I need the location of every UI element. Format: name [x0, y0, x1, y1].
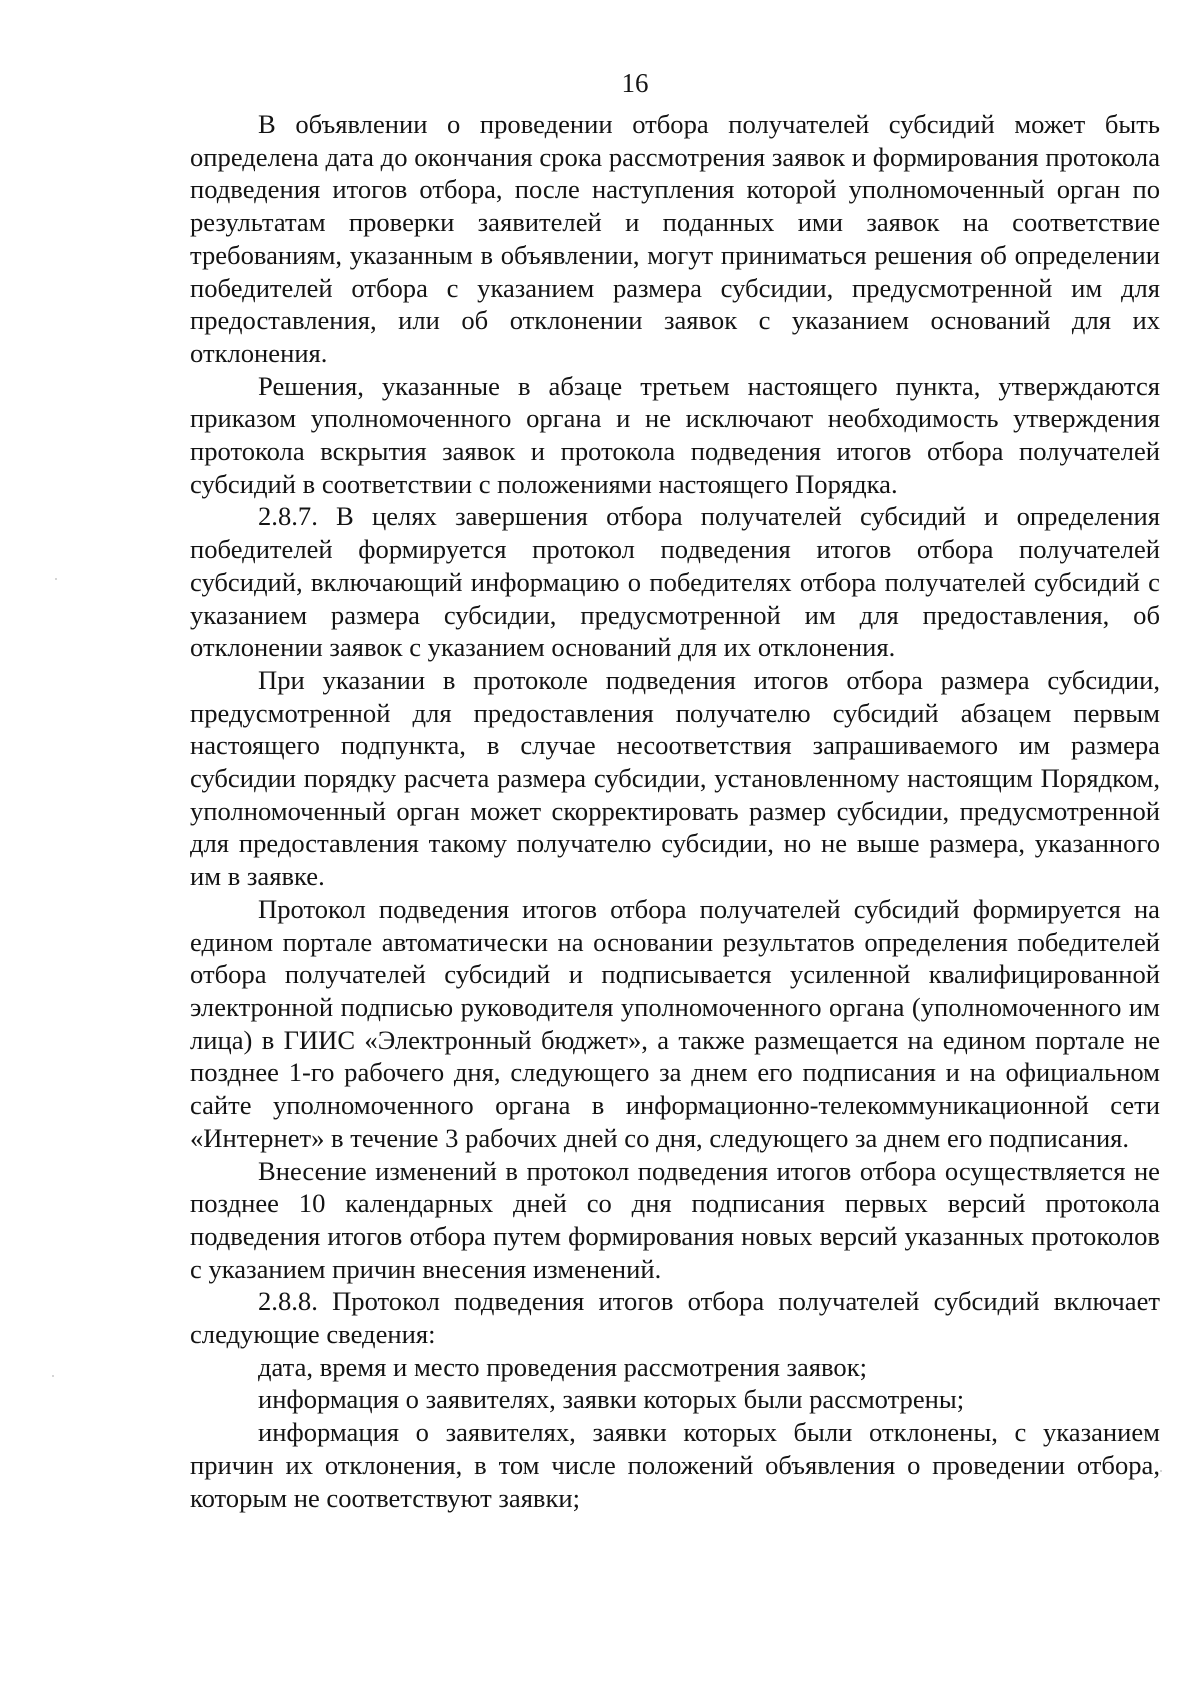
paragraph-protocol-changes: Внесение изменений в протокол подведения итогов отбора осуществляется не позднее 10 календарных дней со дня подписания первых версий протокола подведения итогов отбора путем формирования новых версий указанных протоколов с указанием причин внесения изменений.	[190, 1155, 1160, 1284]
page-number: 16	[621, 68, 649, 98]
paragraph-announcement-date: В объявлении о проведении отбора получателей субсидий может быть определена дата до окончания срока рассмотрения заявок и формирования протокола подведения итогов отбора, после наступления которой уполномоченный орган по результатам проверки заявителей и поданных ими заявок на соответствие требованиям, указанным в объявлении, могут приниматься решения об определении победителей отбора с указанием размера субсидии, предусмотренной им для предоставления, или об отклонении заявок с указанием оснований для их отклонения.	[190, 109, 1160, 368]
paragraph-subsidy-size-correction: При указании в протоколе подведения итогов отбора размера субсидии, предусмотренной для предоставления получателю субсидий абзацем первым настоящего подпункта, в случае несоответствия запрашиваемого им размера субсидии порядку расчета размера субсидии, установленному настоящим Порядком, уполномоченный орган может скорректировать размер субсидии, предусмотренной для предоставления такому получателю субсидии, но не выше размера, указанного им в заявке.	[190, 664, 1160, 892]
document-body	[190, 108, 1160, 1514]
list-item-date-time-place: дата, время и место проведения рассмотрения заявок;	[258, 1351, 868, 1382]
list-item-rejected-applicants: информация о заявителях, заявки которых были отклонены, с указанием причин их отклонения, в том числе положений объявления о проведении отбора, которым не соответствуют заявки;	[190, 1417, 1160, 1513]
paragraph-decisions-approval: Решения, указанные в абзаце третьем настоящего пункта, утверждаются приказом уполномоченного органа и не исключают необходимость утверждения протокола вскрытия заявок и протокола подведения итогов отбора получателей субсидий в соответствии с положениями настоящего Порядка.	[190, 370, 1160, 499]
scan-artifact	[52, 1375, 54, 1377]
paragraph-2-8-8: 2.8.8. Протокол подведения итогов отбора получателей субсидий включает следующие сведения:	[190, 1286, 1160, 1350]
scan-artifact	[55, 578, 57, 580]
list-item-reviewed-applicants: информация о заявителях, заявки которых были рассмотрены;	[258, 1384, 965, 1415]
paragraph-2-8-7: 2.8.7. В целях завершения отбора получателей субсидий и определения победителей формируется протокол подведения итогов отбора получателей субсидий, включающий информацию о победителях отбора получателей субсидий с указанием размера субсидии, предусмотренной им для предоставления, об отклонении заявок с указанием оснований для их отклонения.	[190, 501, 1160, 663]
paragraph-protocol-formation: Протокол подведения итогов отбора получателей субсидий формируется на едином портале автоматически на основании результатов определения победителей отбора получателей субсидий и подписывается усиленной квалифицированной электронной подписью руководителя уполномоченного органа (уполномоченного им лица) в ГИИС «Электронный бюджет», а также размещается на едином портале не позднее 1-го рабочего дня, следующего за днем его подписания и на официальном сайте уполномоченного органа в информационно-телекоммуникационной сети «Интернет» в течение 3 рабочих дней со дня, следующего за днем его подписания.	[190, 893, 1160, 1153]
scan-artifact	[1160, 1470, 1162, 1472]
